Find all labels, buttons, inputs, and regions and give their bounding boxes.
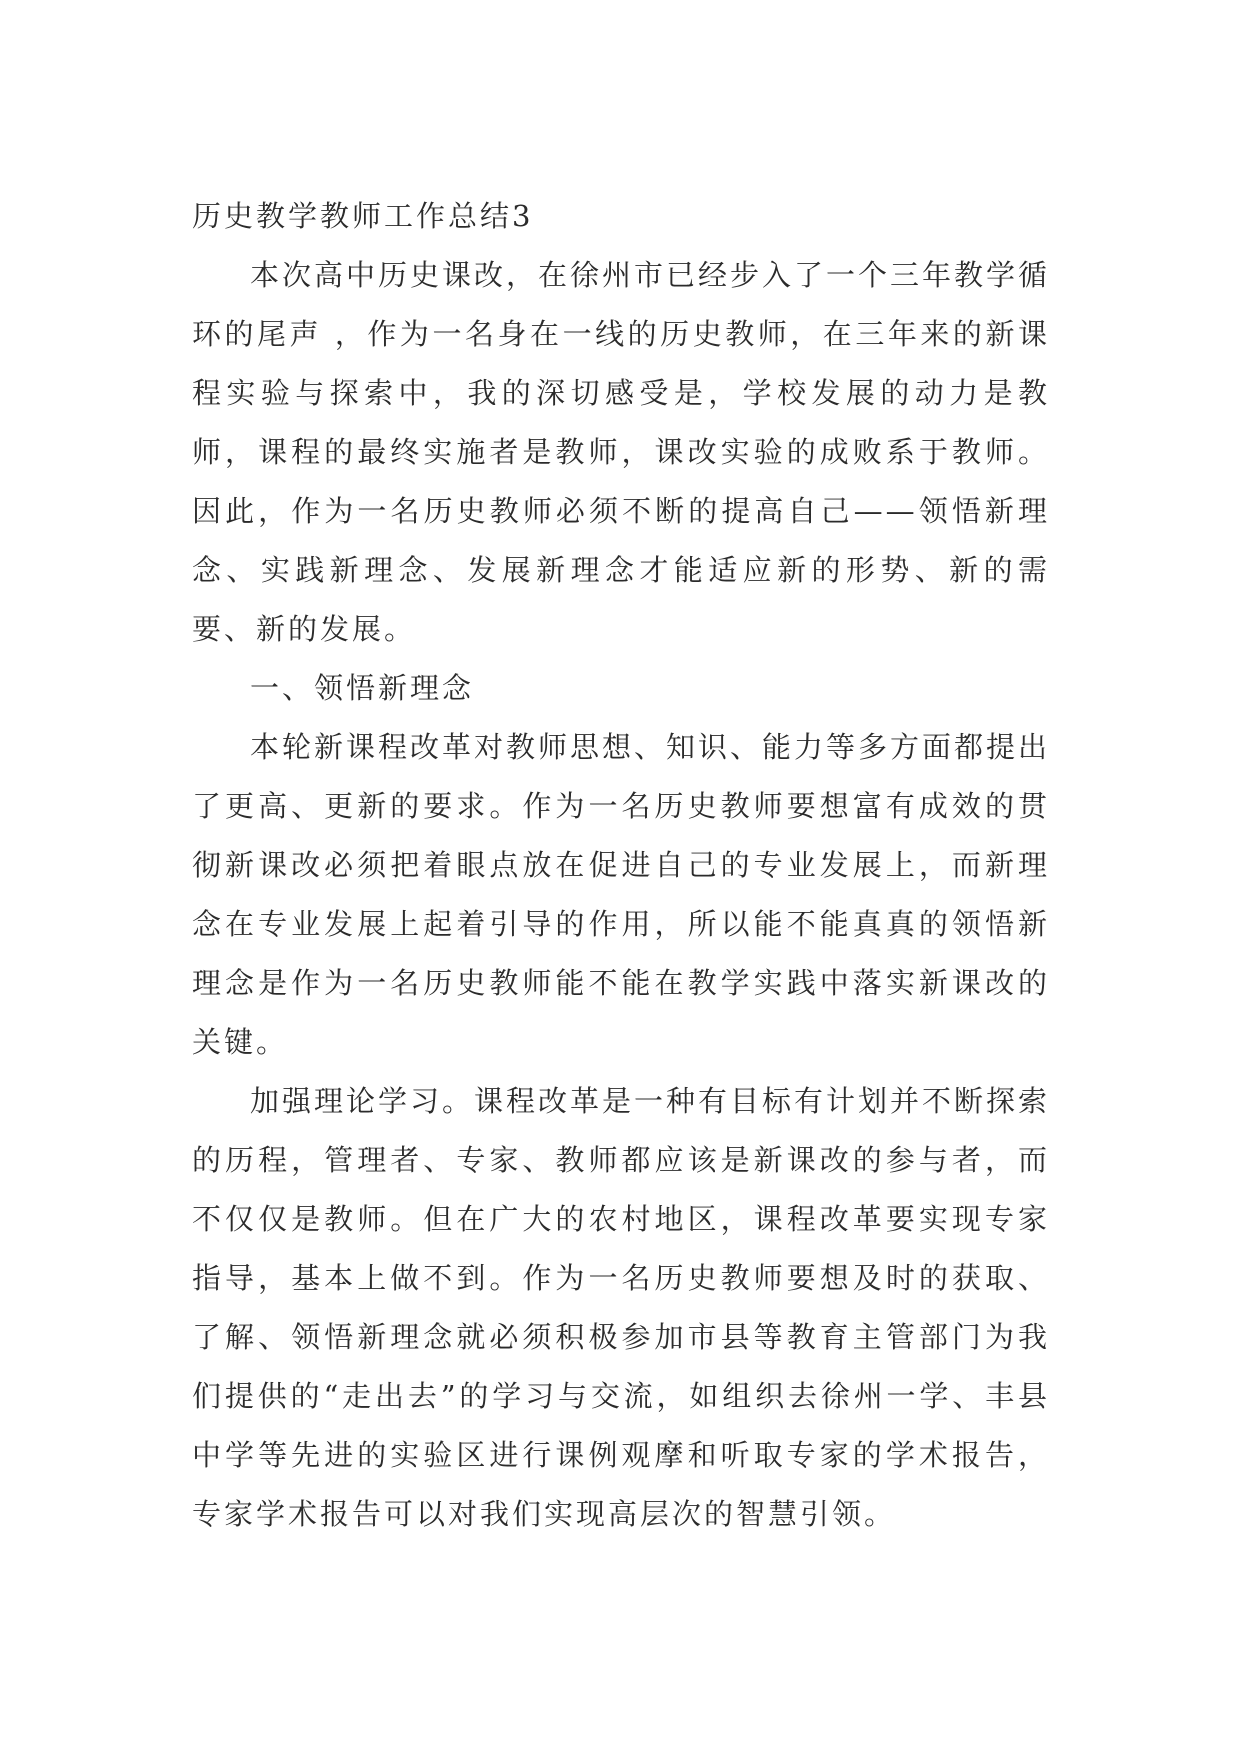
document-body bbox=[192, 186, 1050, 1544]
body-paragraph: 本轮新课程改革对教师思想、知识、能力等多方面都提出了更高、更新的要求。作为一名历史教师要想富有成效的贯彻新课改必须把着眼点放在促进自己的专业发展上，而新理念在专业发展上起着引导的作用，所以能不能真真的领悟新理念是作为一名历史教师能不能在教学实践中落实新课改的关键。 bbox=[192, 730, 1051, 1059]
section-heading: 一、领悟新理念 bbox=[250, 671, 475, 705]
intro-paragraph: 本次高中历史课改，在徐州市已经步入了一个三年教学循环的尾声 ，作为一名身在一线的历史教师，在三年来的新课程实验与探索中，我的深切感受是，学校发展的动力是教师，课程的最终实施者是教师，课改实验的成败系于教师。因此，作为一名历史教师必须不断的提高自己——领悟新理念、实践新理念、发展新理念才能适应新的形势、新的需要、新的发展。 bbox=[192, 258, 1051, 646]
document-title: 历史教学教师工作总结3 bbox=[192, 199, 534, 233]
body-paragraph: 加强理论学习。课程改革是一种有目标有计划并不断探索的历程，管理者、专家、教师都应该是新课改的参与者，而不仅仅是教师。但在广大的农村地区，课程改革要实现专家指导，基本上做不到。作为一名历史教师要想及时的获取、了解、领悟新理念就必须积极参加市县等教育主管部门为我们提供的“走出去”的学习与交流，如组织去徐州一学、丰县中学等先进的实验区进行课例观摩和听取专家的学术报告，专家学术报告可以对我们实现高层次的智慧引领。 bbox=[192, 1084, 1051, 1531]
